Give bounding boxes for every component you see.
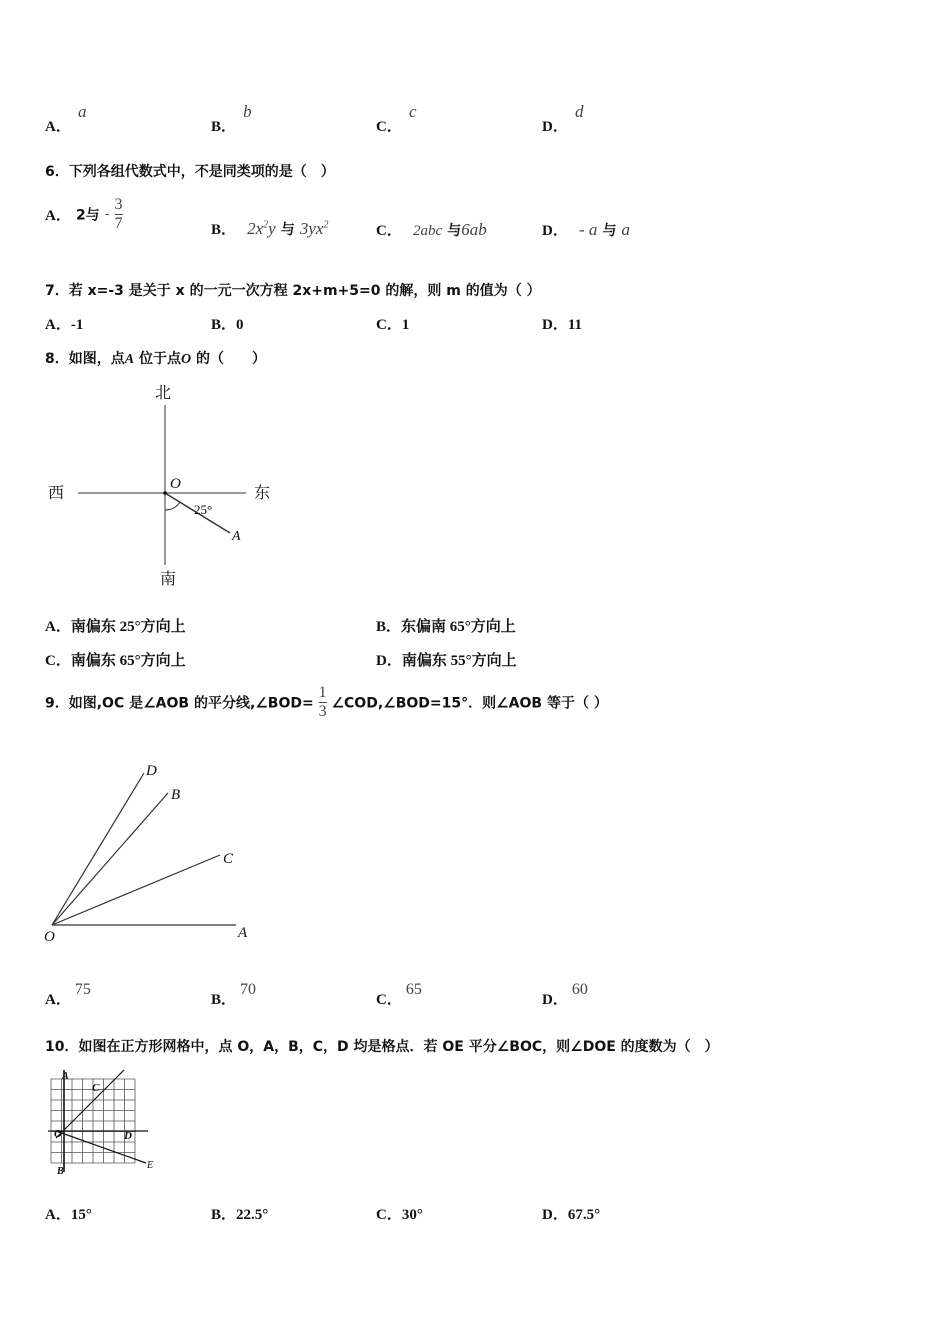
option-value: 1	[401, 317, 410, 333]
point-b-label: B	[57, 1166, 64, 1177]
option-value: 75	[74, 981, 91, 998]
angle-label: 25°	[194, 502, 213, 517]
option-text: 2与	[75, 207, 100, 224]
option-value: 65	[405, 981, 422, 998]
point-o-label: O	[44, 929, 55, 945]
point-d-label: D	[146, 763, 157, 779]
point-a-label: A	[62, 1071, 69, 1082]
ray-oe	[56, 1131, 146, 1163]
q7-stem: 7．若 x=-3 是关于 x 的一元一次方程 2x+m+5=0 的解，则 m 的值为（ ）	[45, 283, 541, 299]
option-value: a	[77, 102, 87, 121]
connector: 与	[280, 222, 295, 238]
option-value: b	[243, 102, 252, 121]
option-value: 22.5°	[236, 1207, 269, 1223]
option-value: 11	[567, 317, 583, 333]
option-value: 0	[236, 317, 244, 333]
option-text: 东偏南 65°方向上	[401, 619, 516, 635]
option-label: B．	[211, 992, 237, 1008]
option-value: 60	[571, 981, 588, 998]
option-label: A．	[45, 317, 71, 333]
point-o-label: O	[54, 1128, 62, 1140]
stem-text: 9．如图,OC 是∠AOB 的平分线,∠BOD=	[45, 695, 314, 712]
connector: 与	[602, 223, 617, 239]
option-label: B．	[211, 119, 237, 135]
option-label: A．	[45, 119, 71, 135]
north-label: 北	[155, 385, 172, 402]
option-label: A．	[45, 992, 71, 1008]
term: 6ab	[461, 220, 487, 239]
option-label: A．	[45, 208, 71, 224]
option-label: C．	[45, 653, 71, 669]
option-label: D．	[542, 119, 568, 135]
term: 2x	[247, 219, 264, 238]
option-label: B．	[211, 1207, 237, 1223]
option-label: D．	[542, 223, 568, 239]
point-a-label: A	[238, 925, 248, 941]
fraction-numerator: 1	[318, 684, 327, 701]
point-a-label: A	[232, 529, 241, 544]
point-b-label: B	[171, 787, 181, 803]
point-d-label: D	[124, 1130, 132, 1142]
stem-text: 位于点	[138, 351, 181, 367]
option-value: d	[574, 102, 584, 121]
fraction-numerator: 3	[114, 196, 123, 213]
q10-option-a[interactable]	[45, 1203, 92, 1224]
option-label: C．	[376, 223, 402, 239]
stem-text: 8．如图，点	[45, 351, 125, 367]
option-value: -1	[70, 317, 84, 333]
option-label: D．	[376, 653, 402, 669]
term: 2abc	[412, 223, 443, 239]
option-text: 南偏东 55°方向上	[401, 653, 517, 669]
option-label: A．	[45, 1207, 71, 1223]
q10-option-b[interactable]	[211, 1203, 268, 1224]
option-label: D．	[542, 1207, 568, 1223]
option-value: 70	[240, 981, 257, 998]
point-e-label: E	[147, 1160, 154, 1171]
option-value: 67.5°	[567, 1207, 601, 1223]
option-label: C．	[376, 119, 402, 135]
west-label: 西	[48, 485, 65, 502]
option-text: 南偏东 65°方向上	[70, 653, 186, 669]
point-c-label: C	[223, 851, 234, 867]
point-label: O	[180, 352, 192, 367]
connector: 与	[447, 223, 462, 239]
option-text: 南偏东 25°方向上	[70, 619, 186, 635]
q10-option-d[interactable]	[542, 1203, 600, 1224]
q10-stem: 10．如图在正方形网格中，点 O，A，B，C，D 均是格点．若 OE 平分∠BOC，则∠DOE 的度数为（ ）	[45, 1039, 719, 1055]
south-label: 南	[160, 571, 177, 588]
exponent: 2	[323, 219, 329, 231]
q10-option-c[interactable]	[376, 1203, 423, 1224]
fraction-denominator: 7	[114, 215, 123, 232]
east-label: 东	[254, 485, 271, 502]
fraction-denominator: 3	[318, 703, 327, 720]
minus-sign: -	[104, 206, 110, 222]
option-value: 15°	[70, 1207, 92, 1223]
option-value: 30°	[401, 1207, 423, 1223]
term: - a	[578, 220, 598, 239]
option-label: B．	[211, 317, 237, 333]
option-label: D．	[542, 317, 568, 333]
option-label: D．	[542, 992, 568, 1008]
origin-label: O	[170, 476, 181, 492]
option-value: c	[408, 102, 417, 121]
term: 3yx	[299, 219, 324, 238]
point-label: A	[124, 352, 135, 367]
option-label: A．	[45, 619, 71, 635]
q6-stem: 6．下列各组代数式中，不是同类项的是（ ）	[45, 164, 335, 180]
stem-text: ∠COD,∠BOD=15°．则∠AOB 等于（ ）	[331, 695, 608, 712]
point-c-label: C	[92, 1082, 100, 1094]
option-label: B．	[211, 222, 237, 238]
exponent: 2	[263, 219, 269, 231]
option-label: B．	[376, 619, 402, 635]
option-label: C．	[376, 992, 402, 1008]
term: a	[621, 220, 631, 239]
option-label: C．	[376, 317, 402, 333]
option-label: C．	[376, 1207, 402, 1223]
term: y	[268, 219, 276, 238]
stem-text: 的（ ）	[195, 351, 266, 367]
